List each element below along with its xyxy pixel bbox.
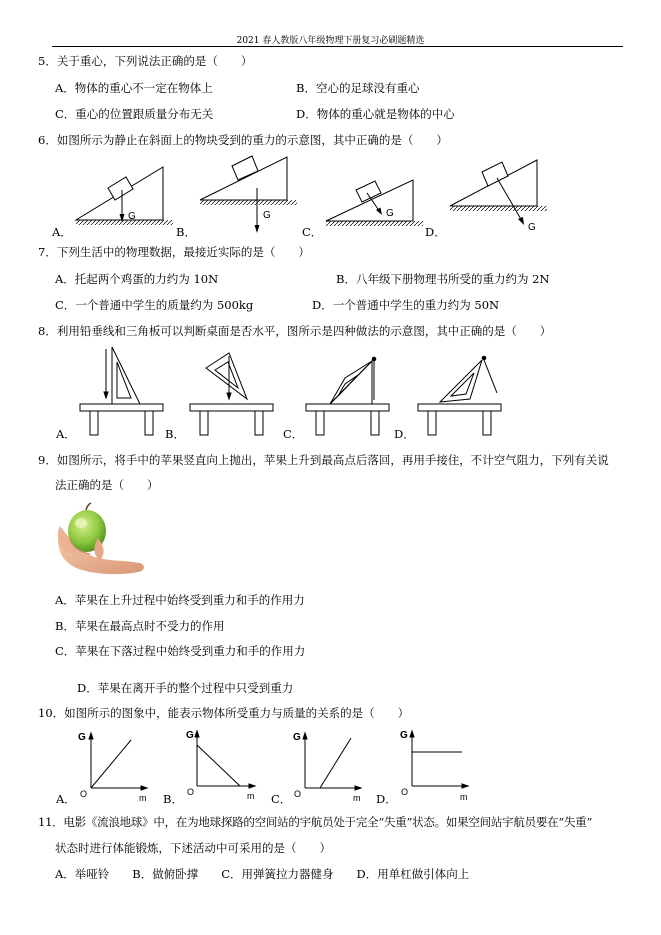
q10-a-g: G (78, 732, 86, 743)
q6-label-a: A． (52, 225, 72, 239)
q10-label-b: B． (163, 792, 183, 806)
q5-option-b: B．空心的足球没有重心 (296, 81, 420, 95)
q6-g-a: G (128, 211, 136, 222)
q10-stem: 10．如图所示的图象中，能表示物体所受重力与质量的关系的是（ ） (38, 706, 410, 720)
q5-option-a: A．物体的重心不一定在物体上 (55, 81, 213, 95)
q6-label-c: C． (302, 225, 323, 239)
q9-option-c: C．苹果在下落过程中始终受到重力和手的作用力 (55, 644, 306, 658)
q7-stem: 7．下列生活中的物理数据，最接近实际的是（ ） (38, 245, 310, 259)
q10-graph-a (89, 733, 147, 790)
q6-label-b: B． (176, 225, 196, 239)
q9-stem-line1: 9．如图所示，将手中的苹果竖直向上抛出，苹果上升到最高点后落回，再用手接住，不计空气阻力，下列有关说 (38, 453, 609, 467)
q9-stem-line2: 法正确的是（ ） (55, 478, 159, 492)
q7-option-a: A．托起两个鸡蛋的力约为 10N (55, 272, 219, 286)
q8-label-b: B． (165, 427, 185, 441)
q10-c-m: m (353, 793, 361, 803)
q5-stem: 5．关于重心，下列说法正确的是（ ） (38, 54, 253, 68)
q10-d-o: O (401, 787, 409, 797)
q9-option-b: B．苹果在最高点时不受力的作用 (55, 619, 225, 633)
q6-g-c: G (386, 208, 394, 219)
q6-stem: 6．如图所示为静止在斜面上的物块受到的重力的示意图，其中正确的是（ ） (38, 133, 448, 147)
q6-g-d: G (528, 222, 536, 233)
q10-b-g: G (186, 730, 194, 741)
q11-options: A．举哑铃 B．做俯卧撑 C．用弹簧拉力器健身 D．用单杠做引体向上 (55, 867, 470, 881)
q10-graph-c (303, 733, 361, 790)
q10-label-c: C． (271, 792, 292, 806)
q11-stem-line2: 状态时进行体能锻炼，下述活动中可采用的是（ ） (55, 841, 331, 855)
q11-stem-line1: 11．电影《流浪地球》中，在为地球探路的空间站的宇航员处于完全“失重”状态。如果空间站宇航员要在“失重” (38, 815, 593, 829)
q10-graph-b (195, 731, 255, 788)
q8-label-d: D． (394, 427, 415, 441)
q9-option-d: D．苹果在离开手的整个过程中只受到重力 (77, 681, 294, 695)
q10-a-o: O (80, 789, 88, 799)
q5-option-c: C．重心的位置跟质量分布无关 (55, 107, 214, 121)
q10-b-m: m (247, 791, 255, 801)
q10-d-g: G (400, 730, 408, 741)
q7-option-b: B．八年级下册物理书所受的重力约为 2N (336, 272, 550, 286)
q8-label-c: C． (283, 427, 304, 441)
q6-label-d: D． (425, 225, 446, 239)
q10-label-a: A． (56, 792, 76, 806)
page-header: 2021 春人教版八年级物理下册复习必刷题精选 (236, 36, 425, 46)
q10-d-m: m (460, 792, 468, 802)
q9-option-a: A．苹果在上升过程中始终受到重力和手的作用力 (55, 593, 305, 607)
q10-b-o: O (187, 787, 195, 797)
q10-label-d: D． (376, 792, 397, 806)
q10-graph-d (410, 731, 468, 788)
q10-c-o: O (294, 789, 302, 799)
q8-stem: 8．利用铅垂线和三角板可以判断桌面是否水平，图所示是四种做法的示意图，其中正确的是（ ） (38, 324, 552, 338)
q8-label-a: A． (56, 427, 76, 441)
q10-a-m: m (139, 793, 147, 803)
q5-option-d: D．物体的重心就是物体的中心 (296, 107, 455, 121)
q6-g-b: G (263, 210, 271, 221)
q10-c-g: G (293, 732, 301, 743)
q7-option-c: C．一个普通中学生的质量约为 500kg (55, 298, 254, 312)
q7-option-d: D．一个普通中学生的重力约为 50N (312, 298, 500, 312)
